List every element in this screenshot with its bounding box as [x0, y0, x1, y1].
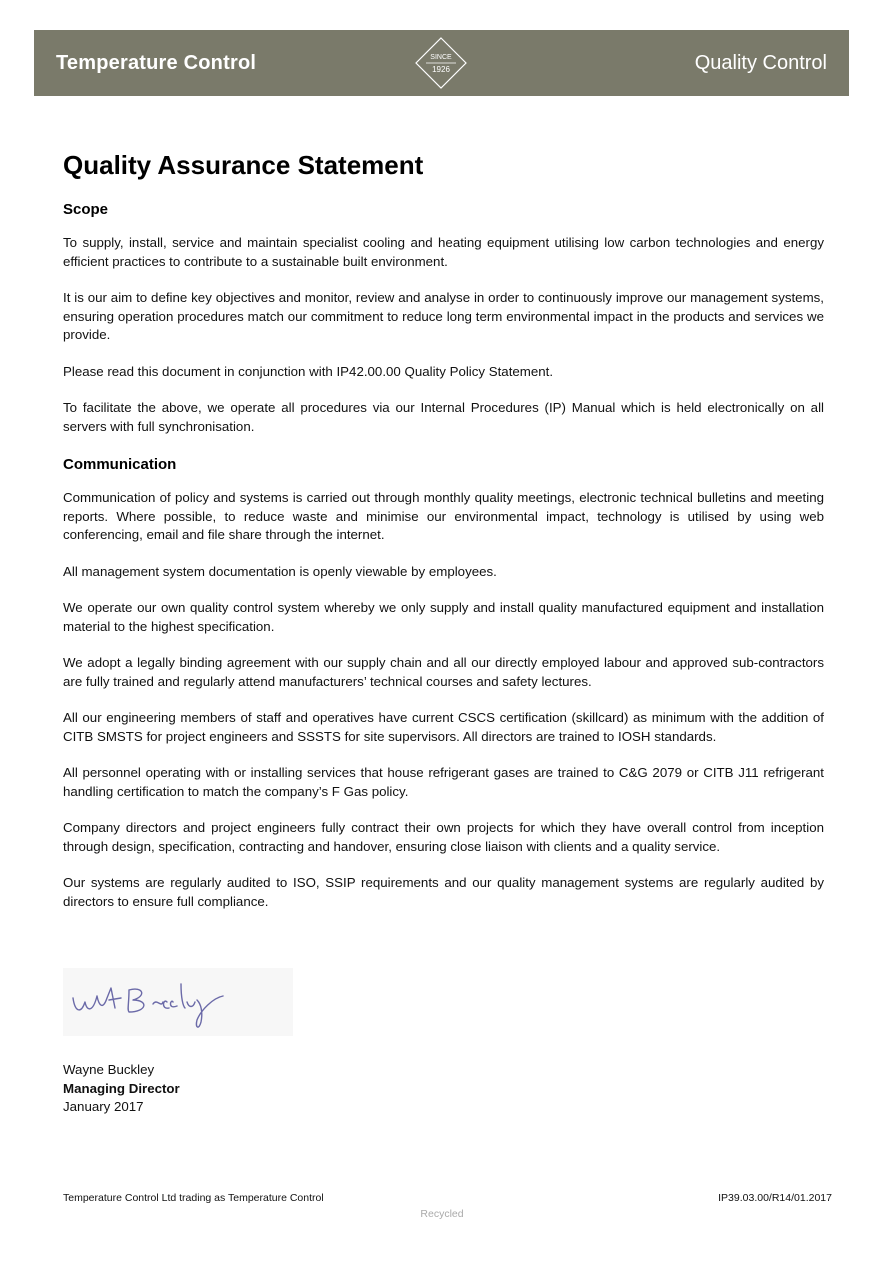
communication-paragraph: All management system documentation is openly viewable by employees. — [63, 563, 497, 579]
document-body — [63, 140, 824, 929]
communication-paragraph: We adopt a legally binding agreement with our supply chain and all our directly employed labour and approved sub-contractors are fully trained and regularly attend manufacturers’ technical courses and safety lectures. — [63, 655, 824, 689]
since-1926-seal-icon — [414, 36, 468, 90]
communication-paragraph: All our engineering members of staff and operatives have current CSCS certification (skillcard) as minimum with the addition of CITB SMSTS for project engineers and SSSTS for site supervisors. All directors are trained to IOSH standards. — [63, 710, 824, 744]
signatory-date: January 2017 — [63, 1099, 144, 1114]
header-right-title: Quality Control — [694, 52, 827, 74]
communication-heading: Communication — [63, 456, 177, 473]
scope-heading: Scope — [63, 201, 109, 218]
signatory-role: Managing Director — [63, 1080, 180, 1096]
footer-document-ref: IP39.03.00/R14/01.2017 — [718, 1192, 832, 1204]
handwritten-signature — [63, 968, 293, 1036]
header-left-title: Temperature Control — [56, 52, 257, 74]
seal-line2: 1926 — [432, 65, 450, 74]
communication-paragraph: All personnel operating with or installing services that house refrigerant gases are trained to C&G 2079 or CITB J11 refrigerant handling certification to match the company’s F Gas policy. — [63, 765, 824, 799]
footer-recycled-note: Recycled — [420, 1208, 464, 1220]
scope-paragraph: To facilitate the above, we operate all procedures via our Internal Procedures (IP) Manual which is held electronically on all servers with full synchronisation. — [63, 400, 824, 434]
document-title: Quality Assurance Statement — [63, 150, 424, 180]
scope-paragraph: Please read this document in conjunction with IP42.00.00 Quality Policy Statement. — [63, 363, 554, 379]
communication-paragraph: Company directors and project engineers fully contract their own projects for which they have overall control from inception through design, specification, contracting and handover, ensuring close liaison with clients and a quality service. — [63, 820, 824, 854]
scope-paragraph: To supply, install, service and maintain specialist cooling and heating equipment utilising low carbon technologies and energy efficient practices to contribute to a sustainable built environment. — [63, 235, 824, 269]
signatory-name: Wayne Buckley — [63, 1062, 155, 1077]
footer-company: Temperature Control Ltd trading as Temperature Control — [63, 1192, 324, 1204]
communication-paragraph: Our systems are regularly audited to ISO, SSIP requirements and our quality management systems are regularly audited by directors to ensure full compliance. — [63, 875, 824, 909]
communication-paragraph: We operate our own quality control system whereby we only supply and install quality manufactured equipment and installation material to the highest specification. — [63, 600, 824, 634]
seal-line1: SINCE — [430, 54, 452, 61]
scope-paragraph: It is our aim to define key objectives and monitor, review and analyse in order to continuously improve our management systems, ensuring operation procedures match our commitment to reduce long term environmental impact in the products and services we provide. — [63, 290, 824, 342]
communication-paragraph: Communication of policy and systems is carried out through monthly quality meetings, electronic technical bulletins and meeting reports. Where possible, to reduce waste and minimise our environmental impact, technology is utilised by using web conferencing, email and file share through the internet. — [63, 490, 824, 542]
signatory-block — [63, 1061, 180, 1117]
page-header — [34, 30, 849, 96]
